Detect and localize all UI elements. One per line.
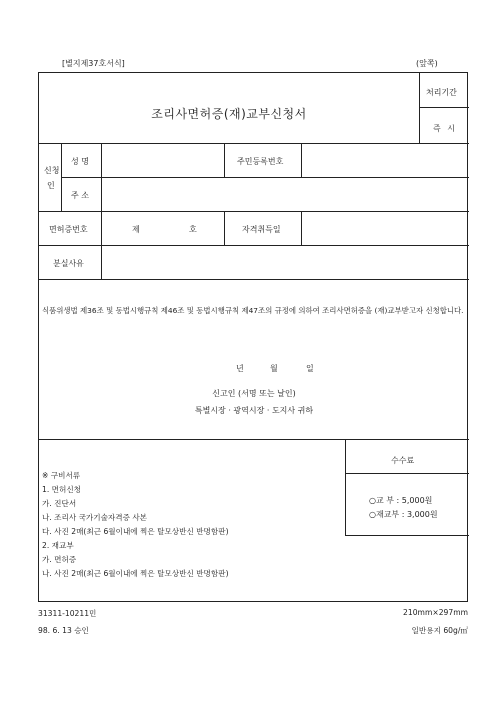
title-divider [419, 73, 420, 143]
address-label: 주 소 [71, 191, 89, 200]
processing-divider [419, 107, 469, 108]
document-item: 1. 면허신청 [42, 485, 82, 494]
page-side-label: (앞쪽) [416, 59, 438, 68]
date-day: 일 [306, 364, 314, 373]
document-item: 다. 사진 2매(최근 6월이내에 찍은 탈모상반신 반명함판) [42, 527, 229, 536]
application-form [38, 72, 468, 602]
license-number-label: 면허증번호 [49, 225, 88, 234]
applicant-signature: 신고인 (서명 또는 날인) [212, 389, 296, 398]
form-number: [별지제37호서식] [62, 59, 125, 68]
fee-issue: ○교 부 : 5,000원 [369, 496, 433, 505]
applicant-label-2: 인 [47, 181, 55, 190]
qualification-date-label: 자격취득일 [242, 225, 281, 234]
document-item: 나. 조리사 국가기술자격증 사본 [42, 513, 148, 522]
processing-period-label: 처리기간 [426, 88, 457, 97]
documents-title: ※ 구비서류 [42, 471, 81, 480]
addressee: 특별시장 · 광역시장 · 도지사 귀하 [194, 406, 314, 415]
document-item: 가. 면허증 [42, 555, 77, 564]
fee-reissue: ○재교부 : 3,000원 [369, 510, 438, 519]
document-item: 나. 사진 2매(최근 6월이내에 찍은 탈모상반신 반명함판) [42, 569, 229, 578]
resident-number-label: 주민등록번호 [237, 157, 284, 166]
document-item: 2. 재교부 [42, 541, 74, 550]
form-title: 조리사면허증(재)교부신청서 [151, 107, 307, 121]
declaration-text: 식품위생법 제36조 및 동법시행규칙 제46조 및 동법시행규칙 제47조의 규정에 의하여 조리사면허증을 (재)교부받고자 신청합니다. [42, 306, 464, 315]
date-month: 월 [270, 364, 278, 373]
applicant-label: 신청 [44, 166, 60, 175]
date-year: 년 [236, 364, 244, 373]
license-number-prefix: 제 [132, 225, 140, 234]
form-code: 31311-10211민 [38, 609, 97, 618]
document-item: 가. 진단서 [42, 499, 77, 508]
loss-reason-label: 분실사유 [53, 259, 84, 268]
approval-date: 98. 6. 13 승인 [38, 626, 89, 635]
paper-type: 일반용지 60g/㎡ [411, 626, 468, 635]
name-label: 성 명 [71, 157, 89, 166]
processing-period-value: 즉 시 [433, 124, 457, 133]
license-number-suffix: 호 [189, 225, 197, 234]
fee-title: 수수료 [391, 456, 415, 465]
paper-size: 210mm×297mm [403, 608, 468, 617]
